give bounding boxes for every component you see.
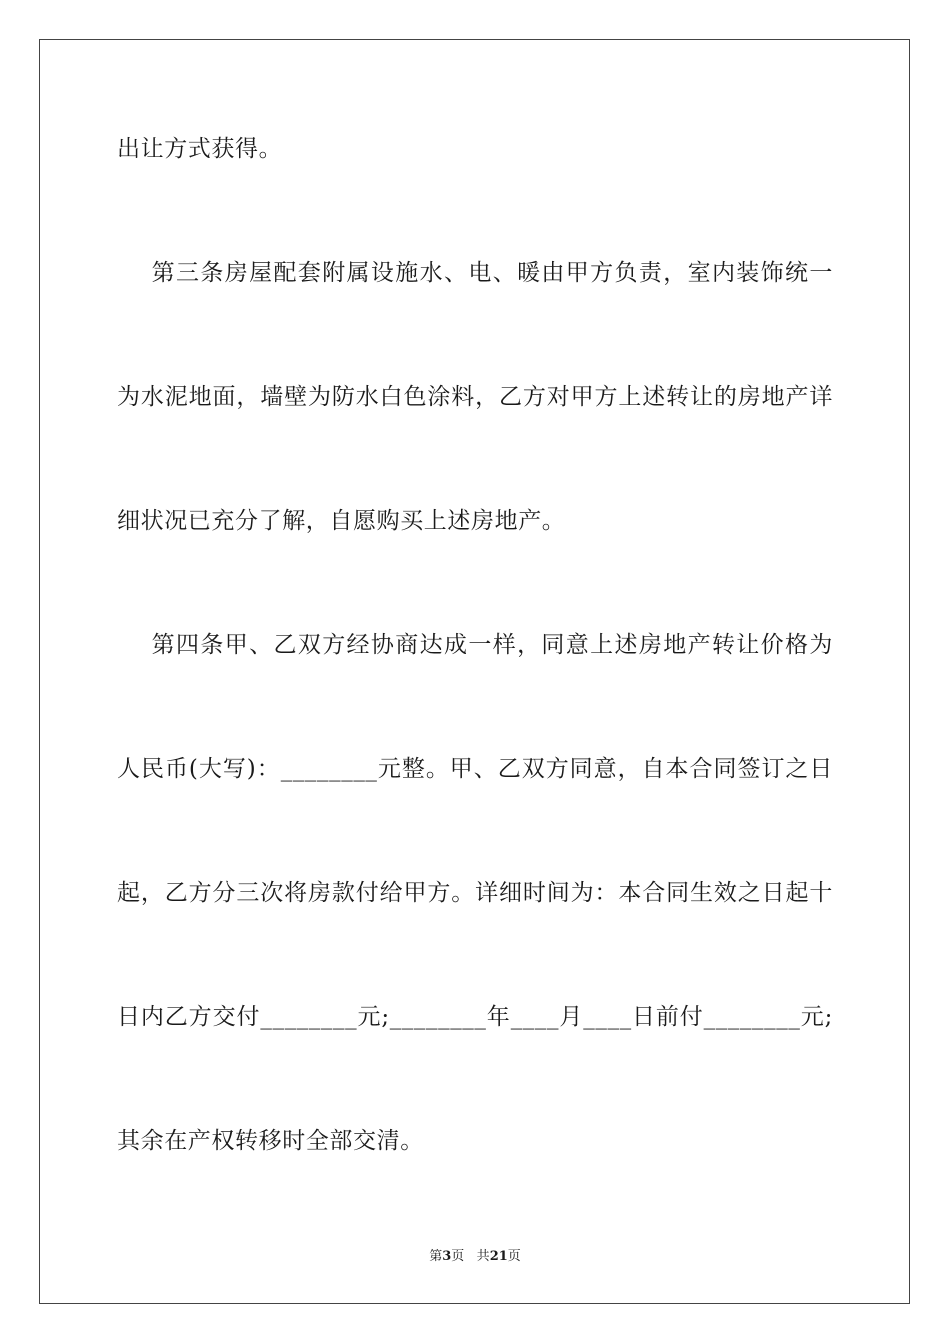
total-suffix: 页 — [507, 1249, 521, 1264]
paragraph-line-2: 第三条房屋配套附属设施水、电、暖由甲方负责，室内装饰统一 — [117, 260, 833, 286]
paragraph-line-1: 出让方式获得。 — [117, 136, 283, 162]
paragraph-line-8: 日内乙方交付________元;________年____月____日前付________元; — [117, 1004, 833, 1030]
paragraph-line-7: 起，乙方分三次将房款付给甲方。详细时间为：本合同生效之日起十 — [117, 880, 833, 906]
total-prefix: 共 — [476, 1249, 490, 1264]
paragraph-line-9: 其余在产权转移时全部交清。 — [117, 1128, 424, 1154]
paragraph-line-4: 细状况已充分了解，自愿购买上述房地产。 — [117, 508, 566, 534]
page-suffix: 页 — [451, 1249, 465, 1264]
paragraph-line-5: 第四条甲、乙双方经协商达成一样，同意上述房地产转让价格为 — [117, 632, 833, 658]
page-prefix: 第 — [429, 1249, 443, 1264]
paragraph-line-3: 为水泥地面，墙壁为防水白色涂料，乙方对甲方上述转让的房地产详 — [117, 384, 833, 410]
page-border — [39, 39, 910, 1304]
total-pages: 21 — [489, 1249, 508, 1264]
page-footer — [0, 1249, 950, 1265]
page-number: 3 — [442, 1249, 452, 1264]
paragraph-line-6: 人民币(大写)：________元整。甲、乙双方同意，自本合同签订之日 — [117, 756, 833, 782]
